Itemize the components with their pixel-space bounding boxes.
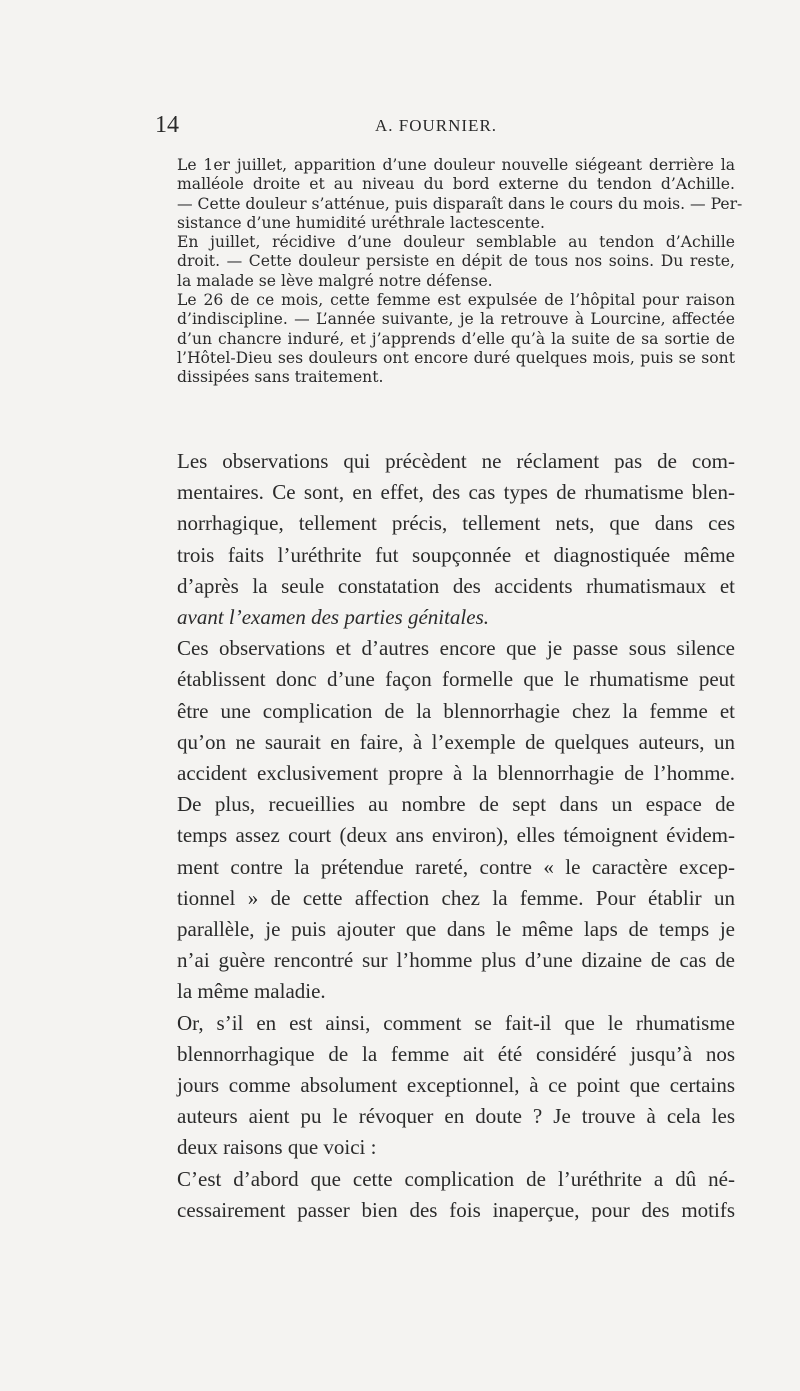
text-line: l’Hôtel-Dieu ses douleurs ont encore duré quelques mois, puis se sont <box>177 348 735 367</box>
body-paragraph-4 <box>155 1164 735 1226</box>
text-line: Le 26 de ce mois, cette femme est expulsée de l’hôpital pour raison <box>177 291 735 310</box>
text-line: dissipées sans traitement. <box>177 368 384 387</box>
note-paragraph-1 <box>155 156 743 233</box>
text-line: C’est d’abord que cette complication de l’uréthrite a dû né- <box>177 1166 735 1191</box>
observation-notes <box>155 156 743 388</box>
text-line: qu’on ne saurait en faire, à l’exemple de quelques auteurs, un <box>177 729 735 754</box>
running-head: A. FOURNIER. <box>375 116 498 135</box>
text-line: tionnel » de cette affection chez la femme. Pour établir un <box>177 885 735 910</box>
text-line: trois faits l’uréthrite fut soupçonnée et diagnostiquée même <box>177 542 735 567</box>
text-line: mentaires. Ce sont, en effet, des cas types de rhumatisme blen- <box>177 480 735 505</box>
text-line: auteurs aient pu le révoquer en doute ? Je trouve à cela les <box>177 1104 735 1129</box>
text-line: temps assez court (deux ans environ), elles témoignent évidem- <box>177 823 735 848</box>
text-line: la même maladie. <box>177 979 326 1004</box>
text-line: être une complication de la blennorrhagie chez la femme et <box>177 698 735 723</box>
text-line: Ces observations et d’autres encore que je passe sous silence <box>177 636 735 661</box>
text-line: — Cette douleur s’atténue, puis disparaît dans le cours du mois. — Per- <box>177 194 743 213</box>
note-paragraph-2 <box>155 233 735 291</box>
text-line: De plus, recueillies au nombre de sept dans un espace de <box>177 792 735 817</box>
text-line: d’indiscipline. — L’année suivante, je la retrouve à Lourcine, affectée <box>177 310 735 329</box>
text-line: jours comme absolument exceptionnel, à ce point que certains <box>177 1073 735 1098</box>
text-line: Les observations qui précèdent ne réclament pas de com- <box>177 449 735 473</box>
body-paragraph-1 <box>155 446 735 633</box>
text-line: blennorrhagique de la femme ait été considéré jusqu’à nos <box>177 1041 735 1066</box>
italic-text-line <box>155 602 735 633</box>
page-number: 14 <box>155 112 179 138</box>
body-paragraph-2 <box>155 633 735 1007</box>
text-line: norrhagique, tellement précis, tellement nets, que dans ces <box>177 511 735 536</box>
text-line: Or, s’il en est ainsi, comment se fait-il que le rhumatisme <box>177 1010 735 1035</box>
note-paragraph-3 <box>155 291 735 387</box>
text-line: En juillet, récidive d’une douleur semblable au tendon d’Achille <box>177 233 735 252</box>
text-line: parallèle, je puis ajouter que dans le même laps de temps je <box>177 917 735 942</box>
main-text <box>155 446 735 1226</box>
text-line: sistance d’une humidité uréthrale lactescente. <box>177 213 545 232</box>
text-line: malléole droite et au niveau du bord externe du tendon d’Achille. <box>177 175 735 194</box>
text-line: établissent donc d’une façon formelle que le rhumatisme peut <box>177 667 735 692</box>
text-line: droit. — Cette douleur persiste en dépit de tous nos soins. Du reste, <box>177 252 735 271</box>
text-line: n’ai guère rencontré sur l’homme plus d’une dizaine de cas de <box>177 948 735 973</box>
body-paragraph-3 <box>155 1008 735 1164</box>
page-header <box>155 112 735 142</box>
text-line: accident exclusivement propre à la blennorrhagie de l’homme. <box>177 761 735 786</box>
text-line: d’un chancre induré, et j’apprends d’elle qu’à la suite de sa sortie de <box>177 329 735 348</box>
italic-phrase: avant l’examen des parties génitales. <box>177 605 490 630</box>
text-line: ment contre la prétendue rareté, contre « le caractère excep- <box>177 854 735 879</box>
text-line: deux raisons que voici : <box>177 1135 377 1160</box>
text-line: cessairement passer bien des fois inaperçue, pour des motifs <box>177 1197 735 1222</box>
text-line: la malade se lève malgré notre défense. <box>177 271 493 290</box>
text-line: d’après la seule constatation des accidents rhumatismaux et <box>177 573 735 598</box>
text-line: Le 1er juillet, apparition d’une douleur nouvelle siégeant derrière la <box>177 156 735 174</box>
